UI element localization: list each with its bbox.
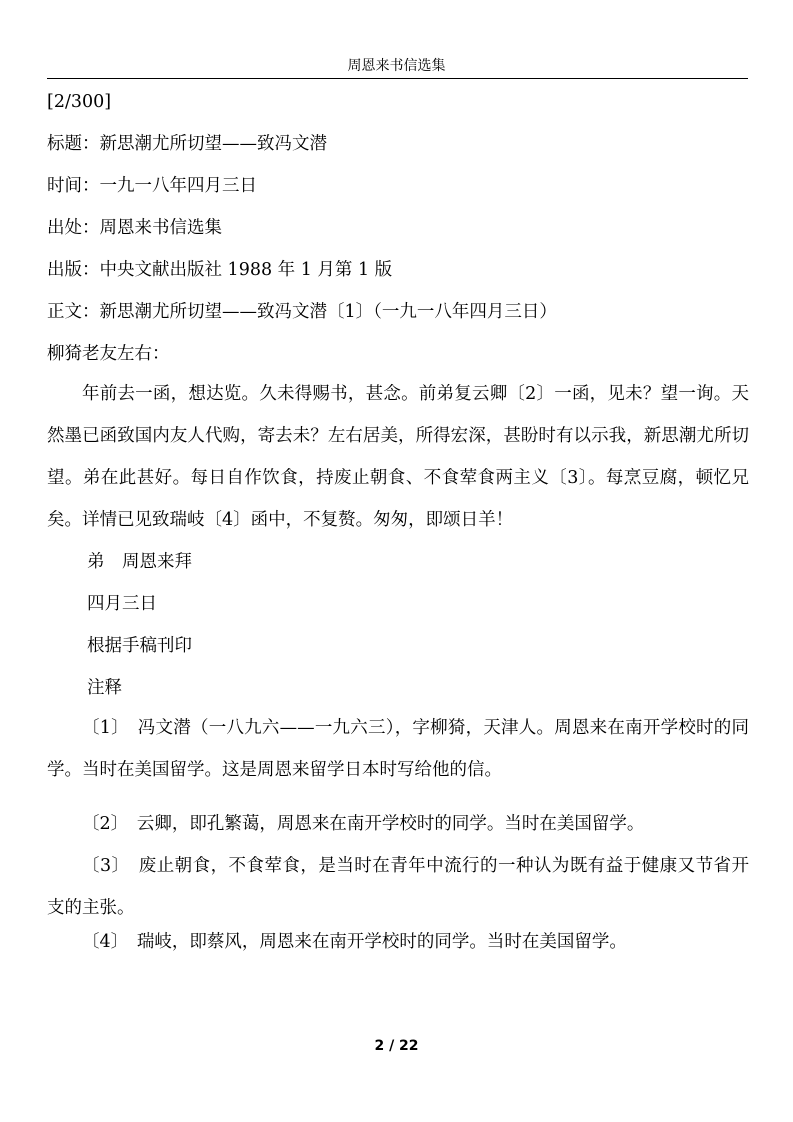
- record-index: [2/300]: [47, 92, 112, 112]
- record-body-heading: 正文：新思潮尤所切望——致冯文潜〔1〕（一九一八年四月三日）: [47, 302, 557, 322]
- letter-date: 四月三日: [87, 594, 157, 614]
- note-item-3: 〔3〕 废止朝食，不食荤食，是当时在青年中流行的一种认为既有益于健康又节省开支的主张。: [47, 856, 749, 918]
- record-source: 出处：周恩来书信选集: [47, 218, 222, 238]
- note-item-4: 〔4〕 瑞岐，即蔡风，周恩来在南开学校时的同学。当时在美国留学。: [82, 932, 627, 952]
- record-publisher: 出版：中央文献出版社 1988 年 1 月第 1 版: [47, 260, 393, 280]
- letter-body: 年前去一函，想达览。久未得赐书，甚念。前弟复云卿〔2〕一函，见未？望一询。天然墨已函致国内友人代购，寄去未？左右居美，所得宏深，甚盼时有以示我，新思潮尤所切望。弟在此甚好。每日自作饮食，持废止朝食、不食荤食两主义〔3〕。每烹豆腐，顿忆兄矣。详情已见致瑞岐〔4〕函中，不复赘。匆匆，即颂日羊！: [47, 384, 749, 530]
- letter-salutation: 柳猗老友左右：: [47, 344, 170, 364]
- note-item-1: 〔1〕 冯文潜（一八九六——一九六三），字柳猗，天津人。周恩来在南开学校时的同学。当时在美国留学。这是周恩来留学日本时写给他的信。: [47, 718, 749, 780]
- letter-source-note: 根据手稿刊印: [87, 636, 192, 656]
- header-divider: [47, 78, 748, 79]
- page-number: 2 / 22: [374, 1038, 419, 1054]
- notes-heading: 注释: [87, 678, 122, 698]
- letter-signature: 弟 周恩来拜: [87, 552, 192, 572]
- running-header: 周恩来书信选集: [347, 58, 446, 74]
- record-time: 时间：一九一八年四月三日: [47, 176, 257, 196]
- record-title: 标题：新思潮尤所切望——致冯文潜: [47, 134, 327, 154]
- note-item-2: 〔2〕 云卿，即孔繁蔼，周恩来在南开学校时的同学。当时在美国留学。: [82, 814, 645, 834]
